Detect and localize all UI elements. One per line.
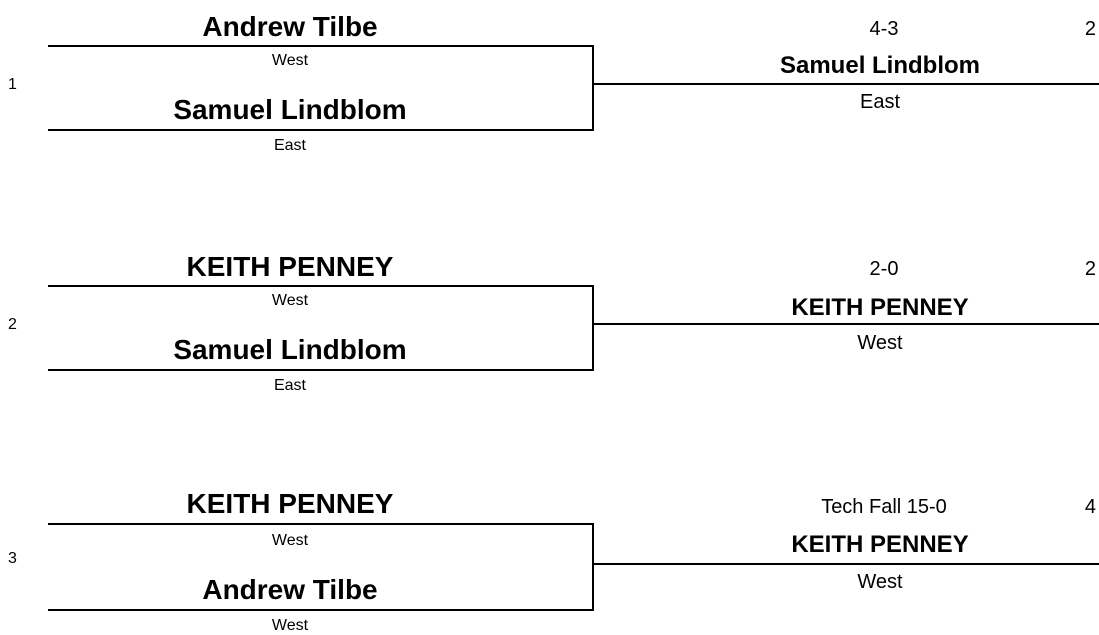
top-bracket-line xyxy=(48,523,594,525)
top-wrestler-team: West xyxy=(271,52,309,69)
bottom-wrestler-team: West xyxy=(271,617,309,634)
top-wrestler-name: KEITH PENNEY xyxy=(186,488,394,519)
bottom-wrestler-name: Andrew Tilbe xyxy=(202,574,378,605)
match-number: 3 xyxy=(8,550,17,567)
bottom-bracket-line xyxy=(48,129,594,131)
winner-line xyxy=(594,323,1099,325)
match-points: 2 xyxy=(1084,18,1096,40)
top-wrestler-name: KEITH PENNEY xyxy=(186,251,394,282)
bottom-wrestler-team: East xyxy=(273,377,306,394)
match-2 xyxy=(0,240,1099,400)
match-3 xyxy=(0,474,1099,634)
top-bracket-line xyxy=(48,285,594,287)
bottom-wrestler-team: East xyxy=(273,137,306,154)
match-1 xyxy=(0,0,1099,160)
top-bracket-line xyxy=(48,45,594,47)
winner-line xyxy=(594,563,1099,565)
match-score: 4-3 xyxy=(869,18,899,40)
winner-name: KEITH PENNEY xyxy=(791,531,969,558)
bracket-connector xyxy=(592,523,594,611)
match-score: Tech Fall 15-0 xyxy=(821,496,947,518)
top-wrestler-name: Andrew Tilbe xyxy=(202,11,378,42)
match-points: 2 xyxy=(1084,258,1096,280)
match-points: 4 xyxy=(1084,496,1096,518)
winner-name: KEITH PENNEY xyxy=(791,294,969,321)
bottom-bracket-line xyxy=(48,609,594,611)
bracket-connector xyxy=(592,45,594,131)
winner-team: West xyxy=(857,332,903,354)
winner-team: West xyxy=(857,571,903,593)
top-wrestler-team: West xyxy=(271,532,309,549)
match-score: 2-0 xyxy=(869,258,899,280)
winner-line xyxy=(594,83,1099,85)
match-number: 2 xyxy=(8,316,17,333)
bracket-connector xyxy=(592,285,594,371)
bottom-wrestler-name: Samuel Lindblom xyxy=(173,334,407,365)
bottom-wrestler-name: Samuel Lindblom xyxy=(173,94,407,125)
bottom-bracket-line xyxy=(48,369,594,371)
winner-name: Samuel Lindblom xyxy=(779,52,980,79)
top-wrestler-team: West xyxy=(271,292,309,309)
winner-team: East xyxy=(859,91,901,113)
match-number: 1 xyxy=(8,76,17,93)
